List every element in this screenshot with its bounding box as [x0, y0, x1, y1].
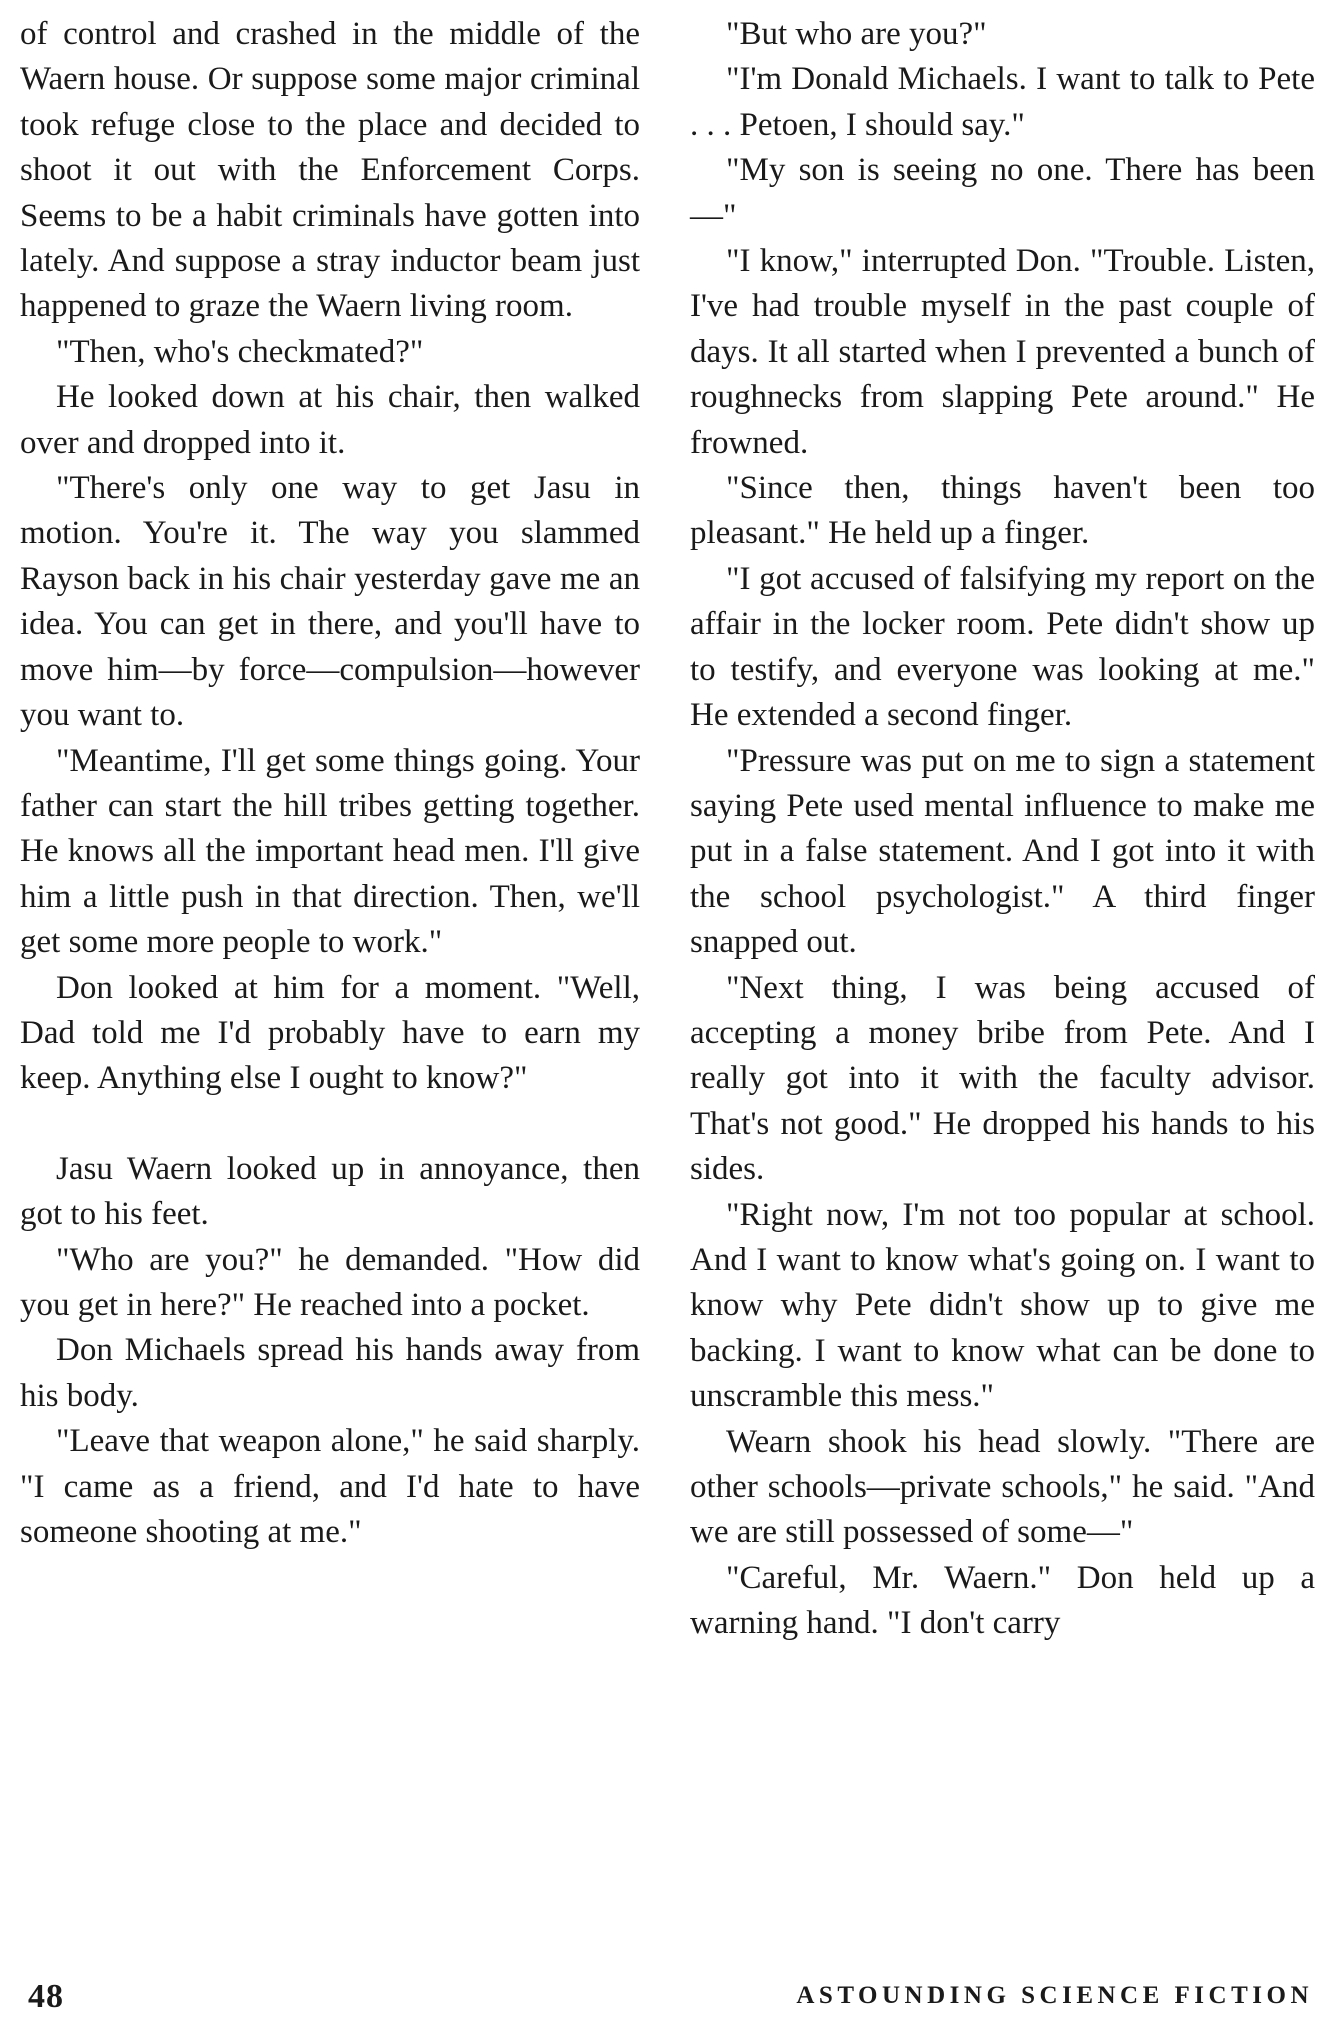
- paragraph: "Since then, things haven't been too pleasant." He held up a finger.: [690, 470, 1315, 552]
- left-column: [20, 12, 640, 1555]
- right-column: [690, 12, 1315, 1647]
- paragraph: "Pressure was put on me to sign a statement saying Pete used mental influence to make me put in a false statement. And I got into it with the school psychologist." A third finger snapped out.: [690, 742, 1315, 961]
- paragraph: "There's only one way to get Jasu in motion. You're it. The way you slammed Rayson back in his chair yesterday gave me an idea. You can get in there, and you'll have to move him—by force—compulsion—however you want to.: [20, 470, 640, 734]
- paragraph: "I'm Donald Michaels. I want to talk to Pete . . . Petoen, I should say.": [690, 61, 1315, 143]
- paragraph: Jasu Waern looked up in annoyance, then got to his feet.: [20, 1150, 640, 1233]
- paragraph: He looked down at his chair, then walked over and dropped into it.: [20, 379, 640, 461]
- paragraph: Don Michaels spread his hands away from his body.: [20, 1332, 640, 1414]
- paragraph: "Then, who's checkmated?": [56, 333, 424, 370]
- paragraph: "Leave that weapon alone," he said sharply. "I came as a friend, and I'd hate to have someone shooting at me.": [20, 1423, 640, 1550]
- paragraph: Wearn shook his head slowly. "There are other schools—private schools," he said. "And we are still possessed of some—": [690, 1423, 1315, 1551]
- paragraph: "But who are you?": [726, 16, 987, 52]
- paragraph: "My son is seeing no one. There has been—": [690, 152, 1315, 234]
- paragraph: "Meantime, I'll get some things going. Your father can start the hill tribes getting together. He knows all the important head men. I'll give him a little push in that direction. Then, we'll get some more people to work.": [20, 742, 640, 961]
- paragraph: "Right now, I'm not too popular at school. And I want to know what's going on. I want to know why Pete didn't show up to give me backing. I want to know what can be done to unscramble this mess.": [690, 1196, 1315, 1415]
- paragraph: "I know," interrupted Don. "Trouble. Listen, I've had trouble myself in the past couple of days. It all started when I prevented a bunch of roughnecks from slapping Pete around." He frowned.: [690, 243, 1315, 461]
- paragraph: Don looked at him for a moment. "Well, Dad told me I'd probably have to earn my keep. Anything else I ought to know?": [20, 969, 640, 1097]
- page-number: 48: [28, 1978, 64, 2015]
- paragraph: "Careful, Mr. Waern." Don held up a warning hand. "I don't carry: [690, 1559, 1315, 1642]
- paragraph: "Who are you?" he demanded. "How did you get in here?" He reached into a pocket.: [20, 1241, 640, 1323]
- running-footer-title: ASTOUNDING SCIENCE FICTION: [796, 1982, 1313, 2009]
- paragraph: of control and crashed in the middle of the Waern house. Or suppose some major criminal took refuge close to the place and decided to shoot it out with the Enforcement Corps. Seems to be a habit criminals have gotten into lately. And suppose a stray inductor beam just happened to graze the Waern living room.: [20, 16, 640, 325]
- paragraph: "I got accused of falsifying my report on the affair in the locker room. Pete didn't show up to testify, and everyone was looking at me." He extended a second finger.: [690, 560, 1315, 734]
- paragraph: "Next thing, I was being accused of accepting a money bribe from Pete. And I really got into it with the faculty advisor. That's not good." He dropped his hands to his sides.: [690, 969, 1315, 1188]
